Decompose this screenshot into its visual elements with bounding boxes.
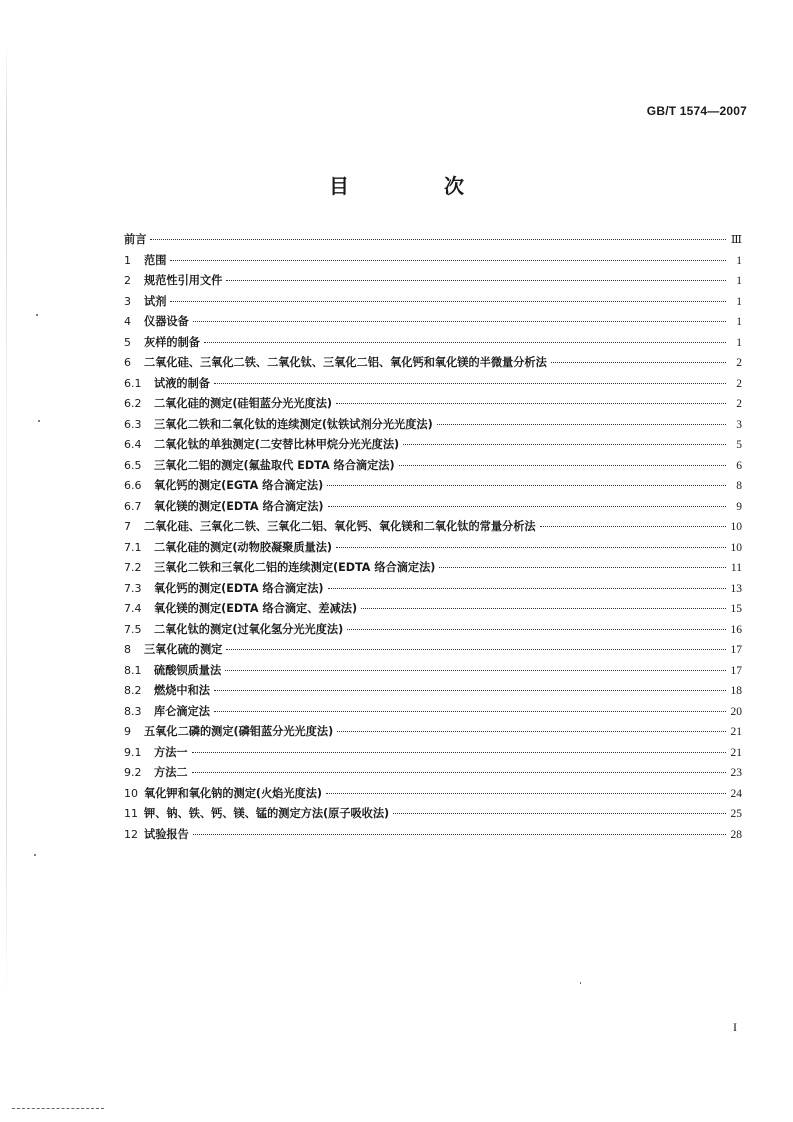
toc-entry-title: 氧化镁的测定(EDTA 络合滴定、差减法) <box>154 602 358 615</box>
toc-leader-dots <box>226 280 726 281</box>
scan-speck <box>38 420 40 422</box>
toc-leader-dots <box>393 813 726 814</box>
toc-entry <box>124 272 742 293</box>
page-title: 目 次 <box>329 174 508 198</box>
toc-entry <box>124 826 742 847</box>
toc-leader-dots <box>204 342 726 343</box>
toc-entry <box>124 641 742 662</box>
toc-leader-dots <box>193 834 726 835</box>
toc-entry-number: 8.2 <box>124 684 142 697</box>
standard-code: GB/T 1574—2007 <box>646 104 747 118</box>
toc-entry-title: 氧化钙的测定(EDTA 络合滴定法) <box>154 581 324 595</box>
toc-entry <box>124 395 742 416</box>
toc-entry-page: 3 <box>736 418 742 431</box>
toc-entry-number: 3 <box>124 294 131 308</box>
toc-entry <box>124 682 742 703</box>
toc-entry-number: 2 <box>124 274 131 287</box>
toc-entry <box>124 313 742 334</box>
toc-entry <box>124 334 742 355</box>
toc-entry <box>124 621 742 642</box>
toc-entry-number: 9 <box>124 725 131 738</box>
toc-leader-dots <box>337 731 726 732</box>
toc-entry <box>124 457 742 478</box>
toc-entry-page: 1 <box>736 275 742 287</box>
toc-entry-title: 范围 <box>144 253 167 267</box>
scan-speck <box>34 854 36 856</box>
toc-entry-number: 8.1 <box>124 663 142 677</box>
toc-entry-number: 7.3 <box>124 581 142 595</box>
toc-entry-title: 二氧化硅的测定(动物胶凝聚质量法) <box>154 540 333 554</box>
toc-entry-number: 6 <box>124 356 131 369</box>
toc-entry <box>124 662 742 683</box>
toc-entry-title: 试验报告 <box>144 827 189 841</box>
toc-entry-number: 6.3 <box>124 417 142 431</box>
toc-leader-dots <box>193 321 726 322</box>
toc-leader-dots <box>437 424 726 425</box>
toc-entry-number: 6.2 <box>124 397 142 410</box>
toc-entry <box>124 416 742 437</box>
toc-entry-page: 9 <box>736 500 742 513</box>
toc-entry-page: 8 <box>736 480 742 492</box>
toc-entry-title: 氧化钙的测定(EGTA 络合滴定法) <box>154 479 324 492</box>
toc-leader-dots <box>326 793 726 794</box>
toc-entry-title: 硫酸钡质量法 <box>154 663 222 677</box>
toc-leader-dots <box>551 362 726 363</box>
toc-entry-page: 5 <box>736 439 742 451</box>
toc-entry-title: 方法二 <box>154 766 188 779</box>
toc-entry <box>124 559 742 580</box>
toc-entry-number: 8.3 <box>124 704 142 718</box>
toc-leader-dots <box>192 752 726 753</box>
scan-rule <box>12 1108 104 1109</box>
toc-entry <box>124 723 742 744</box>
toc-entry-page: 2 <box>736 377 742 390</box>
toc-entry-title: 三氧化二铁和三氧化二铝的连续测定(EDTA 络合滴定法) <box>154 561 436 574</box>
toc-leader-dots <box>225 670 726 671</box>
toc-entry-title: 方法一 <box>154 745 188 759</box>
toc-leader-dots <box>170 301 726 302</box>
toc-leader-dots <box>214 711 726 712</box>
toc-leader-dots <box>336 403 726 404</box>
toc-entry-number: 10 <box>124 786 138 800</box>
toc-entry-title: 试液的制备 <box>154 376 210 390</box>
toc-entry-title: 规范性引用文件 <box>144 274 223 287</box>
toc-entry-page: 21 <box>730 726 742 738</box>
toc-entry-page: 28 <box>730 828 742 841</box>
toc-entry-number: 12 <box>124 827 138 841</box>
toc-leader-dots <box>328 506 726 507</box>
toc-entry-page: 17 <box>730 664 742 677</box>
toc-leader-dots <box>328 588 726 589</box>
toc-entry <box>124 600 742 621</box>
toc-entry <box>124 293 742 314</box>
toc-entry-number: 7.5 <box>124 622 142 636</box>
toc-leader-dots <box>327 485 726 486</box>
toc-entry-title: 氧化镁的测定(EDTA 络合滴定法) <box>154 499 324 513</box>
toc-entry <box>124 539 742 560</box>
scan-speck <box>36 314 38 316</box>
toc-leader-dots <box>439 567 726 568</box>
toc-entry-page: 17 <box>730 644 742 656</box>
toc-entry-title: 仪器设备 <box>144 315 189 328</box>
toc-entry <box>124 354 742 375</box>
toc-entry-title: 库仑滴定法 <box>154 704 210 718</box>
toc-entry-page: 1 <box>736 295 742 308</box>
toc-entry-page: 13 <box>730 582 742 595</box>
toc-entry-title: 三氧化硫的测定 <box>144 643 223 656</box>
toc-leader-dots <box>192 772 726 773</box>
toc-entry-number: 1 <box>124 253 131 267</box>
toc-leader-dots <box>150 239 726 240</box>
toc-entry-page: 21 <box>730 746 742 759</box>
toc-leader-dots <box>361 608 726 609</box>
toc-entry-number: 8 <box>124 643 131 656</box>
toc-entry-page: 25 <box>730 808 742 820</box>
toc-entry-number: 6.4 <box>124 438 142 451</box>
toc-entry <box>124 764 742 785</box>
toc-entry <box>124 785 742 806</box>
toc-entry-page: 2 <box>736 398 742 410</box>
toc-entry-page: 1 <box>736 316 742 328</box>
toc-entry <box>124 498 742 519</box>
toc-entry-page: 15 <box>730 603 742 615</box>
toc-entry-title: 氧化钾和氧化钠的测定(火焰光度法) <box>144 786 323 800</box>
toc-entry-title: 试剂 <box>144 294 167 308</box>
toc-entry <box>124 703 742 724</box>
toc-entry-page: 1 <box>736 254 742 267</box>
toc-entry-number: 6.6 <box>124 479 142 492</box>
toc-leader-dots <box>214 383 726 384</box>
toc-entry-title: 二氧化硅的测定(硅钼蓝分光光度法) <box>154 397 333 410</box>
toc-entry-title: 二氧化钛的测定(过氧化氢分光光度法) <box>154 622 344 636</box>
toc-entry <box>124 477 742 498</box>
toc-entry <box>124 744 742 765</box>
toc-entry <box>124 375 742 396</box>
toc-entry <box>124 805 742 826</box>
toc-entry-number: 7.1 <box>124 540 142 554</box>
toc-entry <box>124 580 742 601</box>
toc-entry-page: 16 <box>730 623 742 636</box>
table-of-contents <box>124 231 742 846</box>
scan-speck <box>580 982 581 984</box>
toc-entry-title: 灰样的制备 <box>144 335 200 349</box>
toc-leader-dots <box>170 260 726 261</box>
toc-leader-dots <box>336 547 726 548</box>
toc-entry <box>124 436 742 457</box>
toc-entry-page: 10 <box>730 521 742 533</box>
toc-entry-page: 10 <box>730 541 742 554</box>
toc-entry-number: 9.2 <box>124 766 142 779</box>
toc-entry-page: Ⅲ <box>730 234 742 246</box>
toc-entry-title: 二氧化钛的单独测定(二安替比林甲烷分光光度法) <box>154 438 400 451</box>
toc-entry-title: 钾、钠、铁、钙、镁、锰的测定方法(原子吸收法) <box>144 807 390 820</box>
toc-entry-number: 7 <box>124 520 131 533</box>
toc-entry-number: 5 <box>124 335 131 349</box>
toc-entry-title: 五氧化二磷的测定(磷钼蓝分光光度法) <box>144 725 334 738</box>
toc-leader-dots <box>540 526 726 527</box>
toc-entry-number: 11 <box>124 807 138 820</box>
toc-entry-title: 三氧化二铁和二氧化钛的连续测定(钛铁试剂分光光度法) <box>154 417 433 431</box>
toc-entry <box>124 231 742 252</box>
toc-entry-page: 24 <box>730 787 742 800</box>
toc-leader-dots <box>347 629 726 630</box>
toc-entry-page: 23 <box>730 767 742 779</box>
toc-entry-number: 6.7 <box>124 499 142 513</box>
toc-entry <box>124 252 742 273</box>
toc-entry-page: 11 <box>730 562 742 574</box>
toc-entry-title: 前言 <box>124 233 147 246</box>
toc-entry-number: 4 <box>124 315 131 328</box>
toc-entry-page: 1 <box>736 336 742 349</box>
toc-entry-page: 20 <box>730 705 742 718</box>
toc-entry-page: 6 <box>736 459 742 472</box>
toc-leader-dots <box>403 444 726 445</box>
toc-entry-number: 6.1 <box>124 376 142 390</box>
toc-entry-number: 9.1 <box>124 745 142 759</box>
toc-entry-title: 三氧化二铝的测定(氟盐取代 EDTA 络合滴定法) <box>154 458 395 472</box>
toc-entry-number: 7.4 <box>124 602 142 615</box>
toc-entry-title: 燃烧中和法 <box>154 684 210 697</box>
toc-entry-title: 二氧化硅、三氧化二铁、三氧化二铝、氧化钙、氧化镁和二氧化钛的常量分析法 <box>144 520 536 533</box>
toc-entry-page: 18 <box>730 685 742 697</box>
toc-entry-page: 2 <box>736 357 742 369</box>
page-number: I <box>733 1020 737 1034</box>
toc-leader-dots <box>214 690 726 691</box>
toc-leader-dots <box>226 649 726 650</box>
toc-entry-title: 二氧化硅、三氧化二铁、二氧化钛、三氧化二铝、氧化钙和氧化镁的半微量分析法 <box>144 356 547 369</box>
toc-entry-number: 6.5 <box>124 458 142 472</box>
toc-entry-number: 7.2 <box>124 561 142 574</box>
toc-entry <box>124 518 742 539</box>
toc-leader-dots <box>399 465 726 466</box>
